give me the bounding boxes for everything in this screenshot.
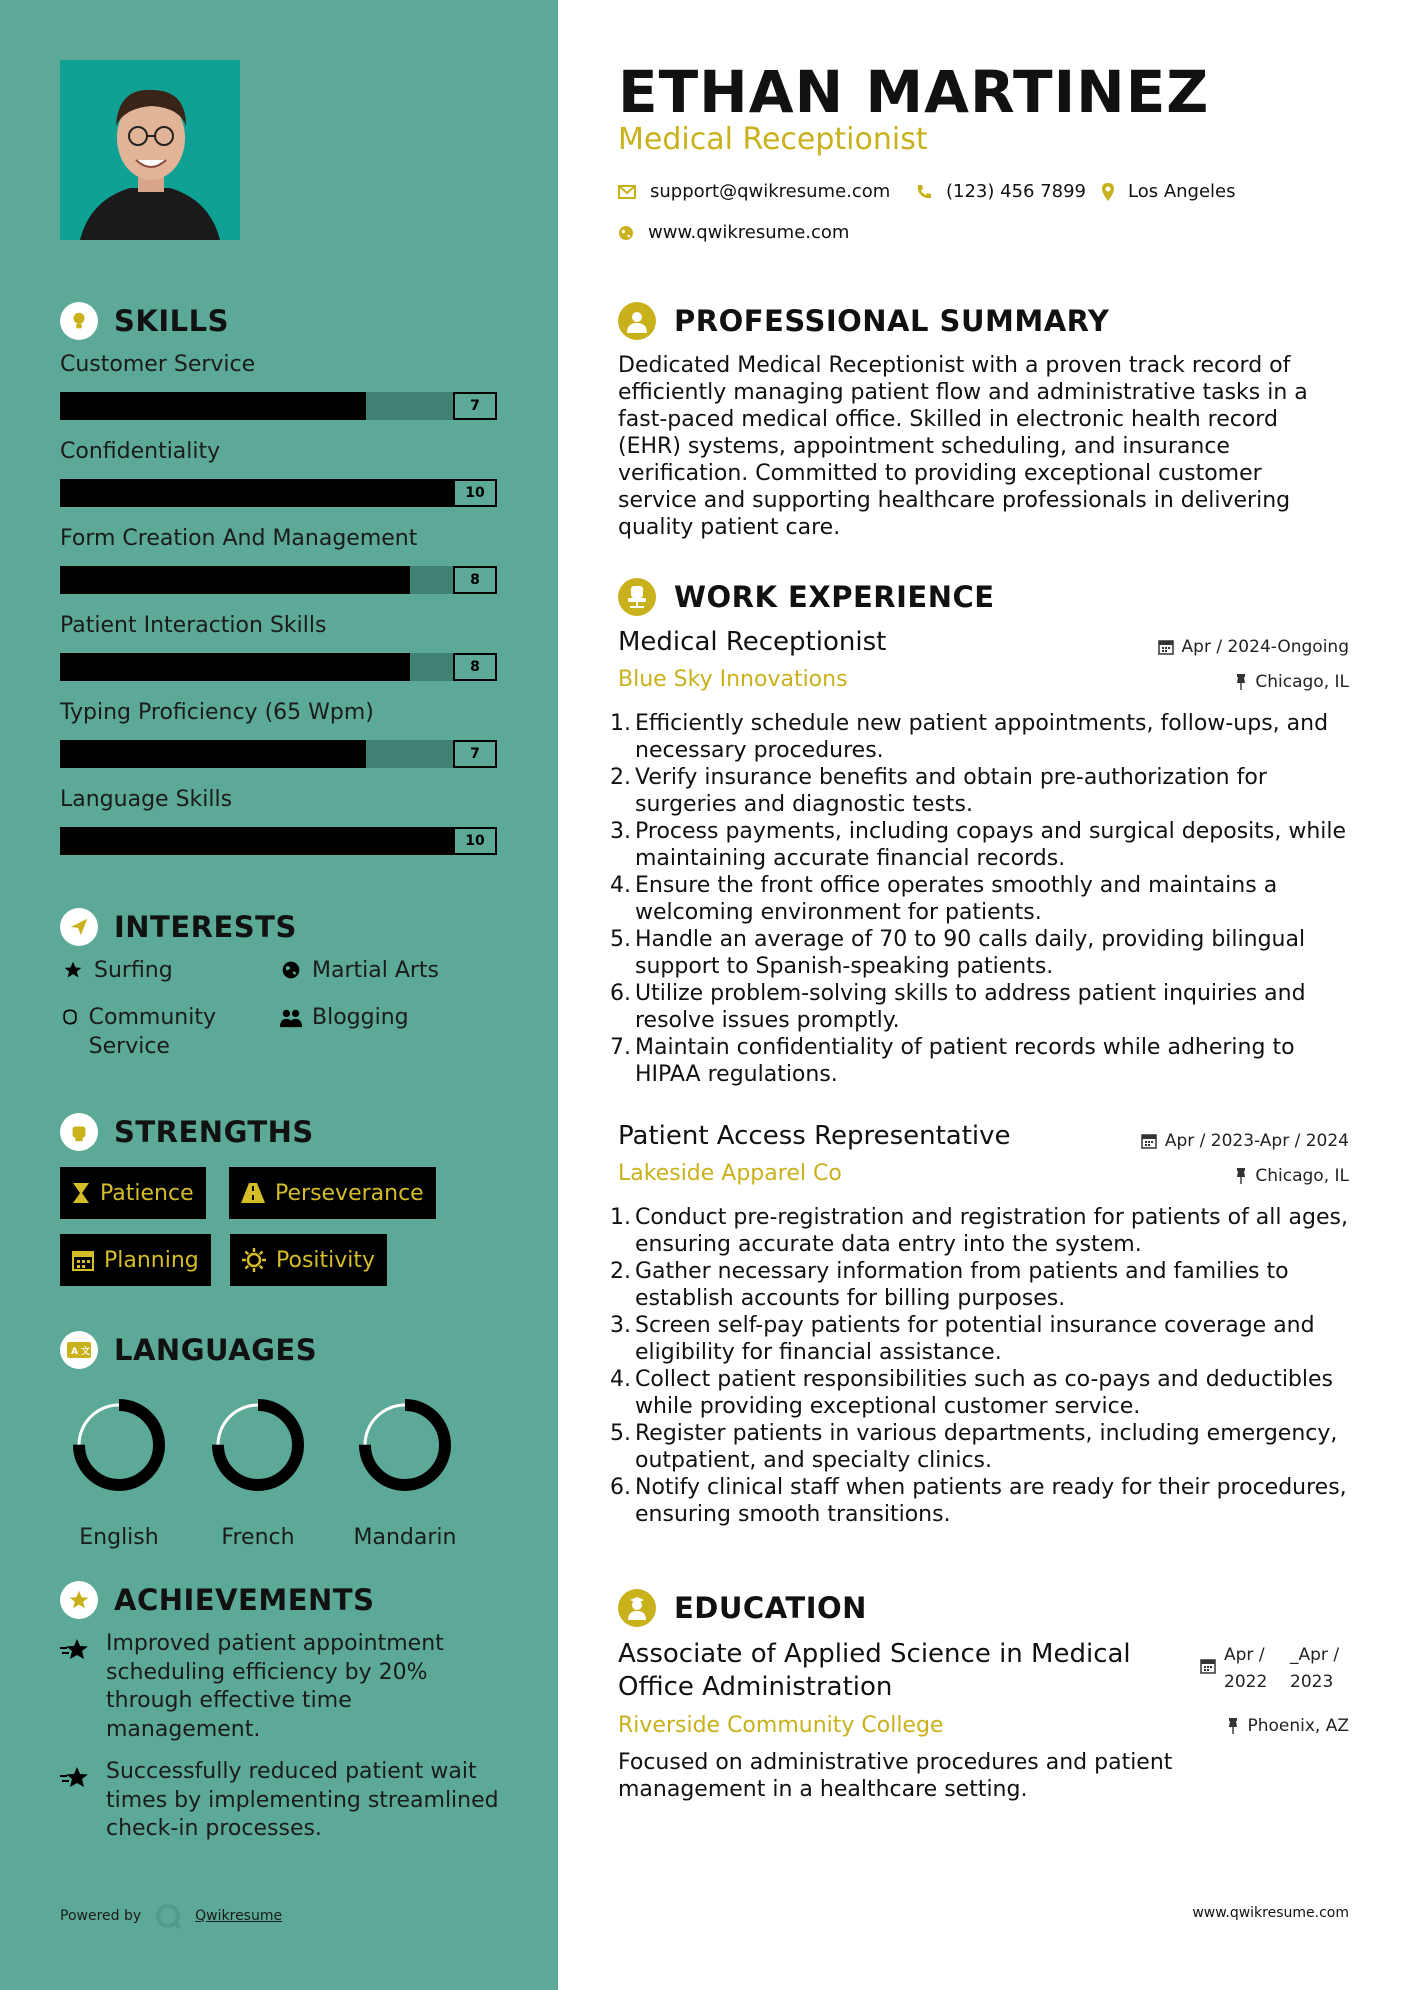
job-duties-list (610, 1204, 1350, 1528)
duty-item: 1. Conduct pre-registration and registration for patients of all ages, ensuring accurate data entry into the system. (610, 1205, 1348, 1257)
language-name: Mandarin (353, 1525, 457, 1550)
summary-section-header (618, 302, 1109, 340)
achievements-heading: ACHIEVEMENTS (114, 1583, 375, 1617)
powered-by (60, 1903, 282, 1929)
duty-item: 2. Gather necessary information from patients and families to establish accounts for billing purposes. (610, 1259, 1289, 1311)
star-burst-icon (60, 1758, 90, 1844)
skill-bar (60, 392, 497, 420)
skill-name: Typing Proficiency (65 Wpm) (60, 700, 374, 725)
office-chair-icon (618, 578, 656, 616)
skill-item (60, 526, 497, 594)
job-title: Patient Access Representative (618, 1121, 1011, 1151)
achievement-item (60, 1630, 500, 1744)
candidate-name: ETHAN MARTINEZ (618, 58, 1210, 126)
start-year: 2022 (1224, 1672, 1268, 1692)
duty-item: 6. Utilize problem-solving skills to address patient inquiries and resolve issues promptly. (610, 981, 1306, 1033)
duty-item: 3. Screen self-pay patients for potential insurance coverage and eligibility for financial assistance. (610, 1313, 1315, 1365)
interest-label: Community Service (88, 1005, 216, 1059)
duty-text: Conduct pre-registration and registration for patients of all ages, ensuring accurate data entry into the system. (635, 1205, 1348, 1257)
users-icon (278, 1003, 304, 1029)
interest-item (60, 1003, 260, 1061)
candidate-title: Medical Receptionist (618, 122, 928, 157)
fist-icon (60, 1113, 98, 1151)
skill-item (60, 700, 497, 768)
language-donut (345, 1385, 465, 1505)
translate-icon (60, 1331, 98, 1369)
sidebar (0, 0, 558, 1990)
duty-text: Handle an average of 70 to 90 calls daily, providing bilingual support to Spanish-speaking patients. (635, 927, 1306, 979)
skill-score: 8 (453, 566, 497, 594)
calendar-icon (1158, 639, 1174, 655)
footer-website-link[interactable]: www.qwikresume.com (1192, 1905, 1349, 1921)
skill-bar (60, 740, 497, 768)
globe-icon (278, 956, 304, 980)
svg-text:文: 文 (81, 1347, 91, 1357)
job-location-text: Chicago, IL (1255, 1166, 1349, 1186)
duty-item: 5. Handle an average of 70 to 90 calls daily, providing bilingual support to Spanish-speaking patients. (610, 927, 1306, 979)
duty-text: Notify clinical staff when patients are ready for their procedures, ensuring smooth transitions. (635, 1475, 1347, 1527)
paper-plane-icon (60, 908, 98, 946)
interest-item (278, 1003, 409, 1032)
skill-name: Customer Service (60, 352, 256, 377)
achievement-text: Successfully reduced patient wait times by implementing streamlined check-in processes. (106, 1759, 499, 1841)
road-icon (241, 1183, 265, 1203)
skills-heading: SKILLS (114, 304, 229, 338)
skill-bar-fill (60, 740, 366, 768)
skill-score: 7 (453, 740, 497, 768)
interest-item (60, 956, 173, 985)
language-item (345, 1385, 465, 1550)
sun-icon (242, 1248, 266, 1272)
duty-item: 1. Efficiently schedule new patient appointments, follow-ups, and necessary procedures. (610, 711, 1329, 763)
school-name: Riverside Community College (618, 1713, 944, 1738)
degree-title: Associate of Applied Science in Medical Office Administration (618, 1639, 1131, 1702)
skills-section-header (60, 302, 229, 340)
duty-text: Gather necessary information from patients and families to establish accounts for billing purposes. (635, 1259, 1289, 1311)
education-location (1227, 1716, 1349, 1736)
strength-label: Planning (104, 1247, 199, 1273)
skill-bar (60, 479, 497, 507)
contact-website[interactable] (618, 222, 849, 243)
strength-label: Positivity (276, 1247, 376, 1273)
interest-label: Surfing (94, 958, 173, 983)
achievement-item (60, 1758, 500, 1844)
contact-phone[interactable] (916, 181, 1086, 202)
star-icon (60, 956, 86, 980)
job-title: Medical Receptionist (618, 627, 887, 657)
start-month: Apr / (1224, 1645, 1265, 1665)
duty-text: Utilize problem-solving skills to address patient inquiries and resolve issues promptly. (635, 981, 1306, 1033)
lightbulb-icon (60, 302, 98, 340)
duty-text: Verify insurance benefits and obtain pre-authorization for surgeries and diagnostic tests. (635, 765, 1267, 817)
language-name: French (221, 1525, 295, 1550)
duty-text: Efficiently schedule new patient appointments, follow-ups, and necessary procedures. (635, 711, 1329, 763)
education-end-date (1290, 1642, 1346, 1696)
duty-item: 3. Process payments, including copays and surgical deposits, while maintaining accurate financial records. (610, 819, 1347, 871)
skill-name: Confidentiality (60, 439, 221, 464)
skill-item (60, 613, 497, 681)
star-burst-icon (60, 1630, 90, 1744)
education-description: Focused on administrative procedures and patient management in a healthcare setting. (618, 1750, 1173, 1802)
language-donut (198, 1385, 318, 1505)
job-duties-list (610, 710, 1350, 1088)
skill-item (60, 352, 497, 420)
interests-section-header (60, 908, 297, 946)
powered-by-label: Powered by (60, 1908, 142, 1924)
skill-name: Form Creation And Management (60, 526, 418, 551)
skill-bar-fill (60, 479, 497, 507)
job-location-text: Chicago, IL (1255, 672, 1349, 692)
hand-icon (60, 1003, 81, 1027)
skill-bar (60, 827, 497, 855)
hourglass-icon (72, 1182, 90, 1204)
skill-score: 10 (453, 479, 497, 507)
skill-name: Patient Interaction Skills (60, 613, 327, 638)
duty-text: Collect patient responsibilities such as co-pays and deductibles while providing exceptional customer service. (635, 1367, 1334, 1419)
location-text: Los Angeles (1128, 181, 1236, 202)
languages-section-header (60, 1331, 317, 1369)
qwikresume-link[interactable]: Qwikresume (195, 1908, 283, 1924)
duty-item: 4. Ensure the front office operates smoothly and maintains a welcoming environment for patients. (610, 873, 1278, 925)
skill-bar (60, 566, 497, 594)
job-dates-text: Apr / 2023-Apr / 2024 (1164, 1131, 1349, 1151)
pushpin-icon (1227, 1718, 1239, 1734)
strength-label: Patience (100, 1180, 194, 1206)
strength-label: Perseverance (275, 1180, 424, 1206)
skill-name: Language Skills (60, 787, 233, 812)
email-text: support@qwikresume.com (650, 181, 891, 202)
skill-bar-fill (60, 653, 410, 681)
strengths-heading: STRENGTHS (114, 1115, 314, 1149)
skill-score: 7 (453, 392, 497, 420)
summary-text: Dedicated Medical Receptionist with a proven track record of efficiently managing patient flow and administrative tasks in a fast-paced medical office. Skilled in electronic health record (EHR) systems, appointment scheduling, and insurance verification. Committed to providing exceptional customer service and supporting healthcare professionals in delivering quality patient care. (618, 353, 1308, 540)
skill-bar-fill (60, 566, 410, 594)
trophy-star-icon (60, 1581, 98, 1619)
duty-text: Register patients in various departments, including emergency, outpatient, and specialty clinics. (635, 1421, 1338, 1473)
education-dates (1200, 1642, 1356, 1696)
duty-item: 7. Maintain confidentiality of patient records while adhering to HIPAA regulations. (610, 1035, 1295, 1087)
duty-item: 4. Collect patient responsibilities such as co-pays and deductibles while providing exceptional customer service. (610, 1367, 1334, 1419)
duty-item: 6. Notify clinical staff when patients are ready for their procedures, ensuring smooth transitions. (610, 1475, 1347, 1527)
strength-tag (230, 1234, 387, 1286)
experience-heading: WORK EXPERIENCE (674, 580, 995, 614)
education-start-date (1224, 1642, 1280, 1696)
interest-label: Martial Arts (312, 958, 440, 983)
calendar-icon (1141, 1133, 1157, 1149)
duty-item: 2. Verify insurance benefits and obtain pre-authorization for surgeries and diagnostic tests. (610, 765, 1267, 817)
skill-bar-fill (60, 392, 366, 420)
experience-section-header (618, 578, 995, 616)
website-text: www.qwikresume.com (648, 222, 850, 243)
skill-bar (60, 653, 497, 681)
skill-score: 8 (453, 653, 497, 681)
job-dates (1141, 1131, 1349, 1151)
end-month: _Apr / (1290, 1645, 1340, 1665)
company-name: Blue Sky Innovations (618, 667, 848, 692)
contact-email[interactable] (618, 181, 890, 202)
language-name: English (79, 1525, 159, 1550)
pushpin-icon (1235, 674, 1247, 690)
education-heading: EDUCATION (674, 1591, 867, 1625)
education-location-text: Phoenix, AZ (1247, 1716, 1349, 1736)
interest-label: Blogging (312, 1005, 409, 1030)
calendar-icon (72, 1249, 94, 1271)
duty-text: Screen self-pay patients for potential insurance coverage and eligibility for financial assistance. (635, 1313, 1315, 1365)
phone-icon (916, 184, 932, 200)
languages-heading: LANGUAGES (114, 1333, 318, 1367)
duty-item: 5. Register patients in various departments, including emergency, outpatient, and specialty clinics. (610, 1421, 1338, 1473)
education-section-header (618, 1589, 867, 1627)
qwikresume-logo-icon (155, 1903, 181, 1929)
skill-item (60, 787, 497, 855)
achievement-text: Improved patient appointment scheduling efficiency by 20% through effective time management. (106, 1631, 444, 1742)
job-location (1235, 1166, 1349, 1186)
pushpin-icon (1235, 1168, 1247, 1184)
end-year: 2023 (1290, 1672, 1334, 1692)
graduate-icon (618, 1589, 656, 1627)
strength-tag (60, 1167, 206, 1219)
achievements-section-header (60, 1581, 374, 1619)
skill-item (60, 439, 497, 507)
profile-photo (60, 60, 240, 240)
language-donut (59, 1385, 179, 1505)
company-name: Lakeside Apparel Co (618, 1161, 842, 1186)
language-item (59, 1385, 179, 1550)
globe-icon (618, 225, 634, 241)
svg-text:A: A (71, 1347, 78, 1357)
duty-text: Process payments, including copays and surgical deposits, while maintaining accurate financial records. (635, 819, 1347, 871)
envelope-icon (618, 185, 636, 199)
job-location (1235, 672, 1349, 692)
calendar-icon (1200, 1642, 1216, 1696)
skill-bar-fill (60, 827, 497, 855)
map-pin-icon (1102, 183, 1114, 201)
summary-heading: PROFESSIONAL SUMMARY (674, 304, 1110, 338)
strength-tag (60, 1234, 211, 1286)
interest-item (278, 956, 439, 985)
strength-tag (229, 1167, 436, 1219)
duty-text: Maintain confidentiality of patient records while adhering to HIPAA regulations. (635, 1035, 1295, 1087)
language-item (198, 1385, 318, 1550)
phone-text: (123) 456 7899 (946, 181, 1087, 202)
strengths-section-header (60, 1113, 314, 1151)
job-dates (1158, 637, 1349, 657)
contact-location (1102, 181, 1236, 202)
duty-text: Ensure the front office operates smoothly and maintains a welcoming environment for patients. (635, 873, 1278, 925)
job-dates-text: Apr / 2024-Ongoing (1181, 637, 1349, 657)
skill-score: 10 (453, 827, 497, 855)
user-icon (618, 302, 656, 340)
interests-heading: INTERESTS (114, 910, 297, 944)
